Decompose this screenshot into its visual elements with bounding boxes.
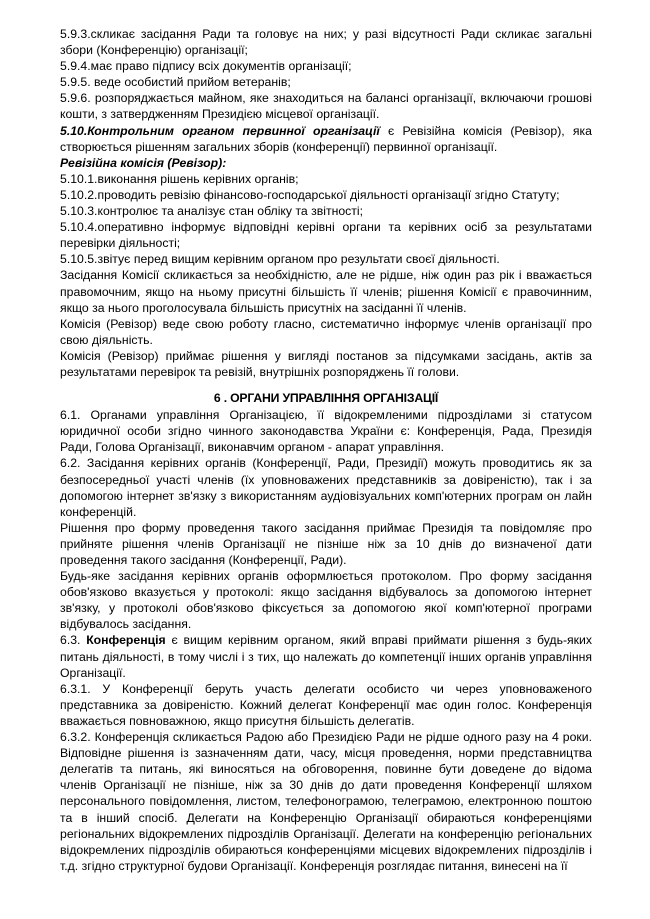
clause-6-3-term: Конференція bbox=[86, 633, 166, 648]
clause-6-3 bbox=[60, 632, 592, 680]
clause-5-9-4: 5.9.4.має право підпису всіх документів організації; bbox=[60, 59, 352, 74]
clause-6-2: 6.2. Засідання керівних органів (Конференції, Ради, Президії) можуть проводитись як за безпосередньої участі членів (їх уповноважених представників за довіреністю), так і за допомогою інтернет зв'язку з використанням аудіовізуальних комп'ютерних програм он лайн конференцій. bbox=[60, 456, 592, 519]
clause-6-3-2: 6.3.2. Конференція скликається Радою або Президією Ради не рідше одного разу на 4 роки. Відповідне рішення із зазначенням дати, часу, місця проведення, норми представництва делегатів та питань, які виносяться на обговорення, повинне бути доведене до відома членів Організації не пізніше, ніж за 30 днів до дати проведення Конференції шляхом персонального повідомлення, листом, телефонограмою, телеграмою, електронною поштою та в інший спосіб. Делегати на Конференцію Організації обираються конференціями регіональних відокремлених підрозділів Організації. Делегати на конференцію регіональних відокремлених підрозділів обираються конференціями місцевих відокремлених підрозділів і т.д. згідно структурної будови Організації. Конференція розглядає питання, винесені на її bbox=[60, 730, 592, 873]
section-6-heading: 6 . ОРГАНИ УПРАВЛІННЯ ОРГАНІЗАЦІЇ bbox=[213, 391, 439, 406]
clause-6-3-text: є вищим керівним органом, який вправі приймати рішення з будь-яких питань діяльності, в тому числі і з тих, що належать до компетенції інших органів управління Організації. bbox=[60, 633, 592, 680]
clause-5-10-1: 5.10.1.виконання рішень керівних органів; bbox=[60, 171, 299, 186]
clause-5-10-2: 5.10.2.проводить ревізію фінансово-господарської діяльності організації згідно Статуту; bbox=[60, 187, 560, 202]
clause-5-10-3: 5.10.3.контролює та аналізує стан обліку та звітності; bbox=[60, 204, 364, 219]
clause-5-9-5: 5.9.5. веде особистий прийом ветеранів; bbox=[60, 75, 291, 90]
commission-openness-paragraph: Комісія (Ревізор) веде свою роботу гласно, систематично інформує членів організації про свою діяльність. bbox=[60, 316, 592, 347]
clause-5-10-5: 5.10.5.звітує перед вищим керівним органом про результати своєї діяльності. bbox=[60, 252, 500, 267]
document-page bbox=[60, 26, 592, 874]
clause-6-3-1: 6.3.1. У Конференції беруть участь делегати особисто чи через уповноваженого представника за довіреністю. Кожний делегат Конференції має один голос. Конференція вважається повноважною, якщо присутня більшість делегатів. bbox=[60, 681, 592, 728]
clause-6-3-number: 6.3. bbox=[60, 633, 87, 648]
clause-5-9-6: 5.9.6. розпоряджається майном, яке знаходиться на балансі організації, включаючи грошові кошти, з затвердженням Президією місцевої організації. bbox=[60, 91, 592, 122]
clause-5-10 bbox=[60, 123, 592, 155]
clause-5-10-4: 5.10.4.оперативно інформує відповідні керівні органи та керівних осіб за результатами перевірки діяльності; bbox=[60, 220, 592, 251]
revision-commission-heading: Ревізійна комісія (Ревізор): bbox=[60, 155, 227, 170]
clause-5-10-title: 5.10.Контрольним органом первинної організації bbox=[60, 123, 380, 138]
clause-6-1: 6.1. Органами управління Організацією, її відокремленими підрозділами зі статусом юридичної особи згідно чинного законодавства України є: Конференція, Рада, Президія Ради, Голова Організації, виконавчим органом - апарат управління. bbox=[60, 408, 592, 455]
clause-5-9-3: 5.9.3.скликає засідання Ради та головує на них; у разі відсутності Ради скликає загальні збори (Конференцію) організації; bbox=[60, 27, 592, 58]
meeting-form-paragraph: Рішення про форму проведення такого засідання приймає Президія та повідомляє про прийняте рішення членів Організації не пізніше ніж за 10 днів до визначеної дати проведення такого засідання (Конференції, Ради). bbox=[60, 520, 592, 567]
clause-5-10-text: є Ревізійна комісія (Ревізор), яка створюється рішенням загальних зборів (конференції) первинної організації. bbox=[60, 123, 592, 154]
commission-meetings-paragraph: Засідання Комісії скликається за необхідністю, але не рідше, ніж один раз рік і вважається правомочним, якщо на ньому присутні більшість її членів; рішення Комісії є правочинним, якщо за нього проголосувала більшість присутніх на засіданні її членів. bbox=[60, 268, 592, 315]
meeting-protocol-paragraph: Будь-яке засідання керівних органів оформлюється протоколом. Про форму засідання обов'язково вказується у протоколі: якщо засідання відбувалось за допомогою інтернет зв'язку, у протоколі обов'язково фіксується за допомогою якої комп'ютерної програми відбувалось засідання. bbox=[60, 569, 592, 632]
commission-decisions-paragraph: Комісія (Ревізор) приймає рішення у вигляді постанов за підсумками засідань, актів за результатами перевірок та ревізій, внутрішніх розпоряджень її голови. bbox=[60, 348, 592, 379]
